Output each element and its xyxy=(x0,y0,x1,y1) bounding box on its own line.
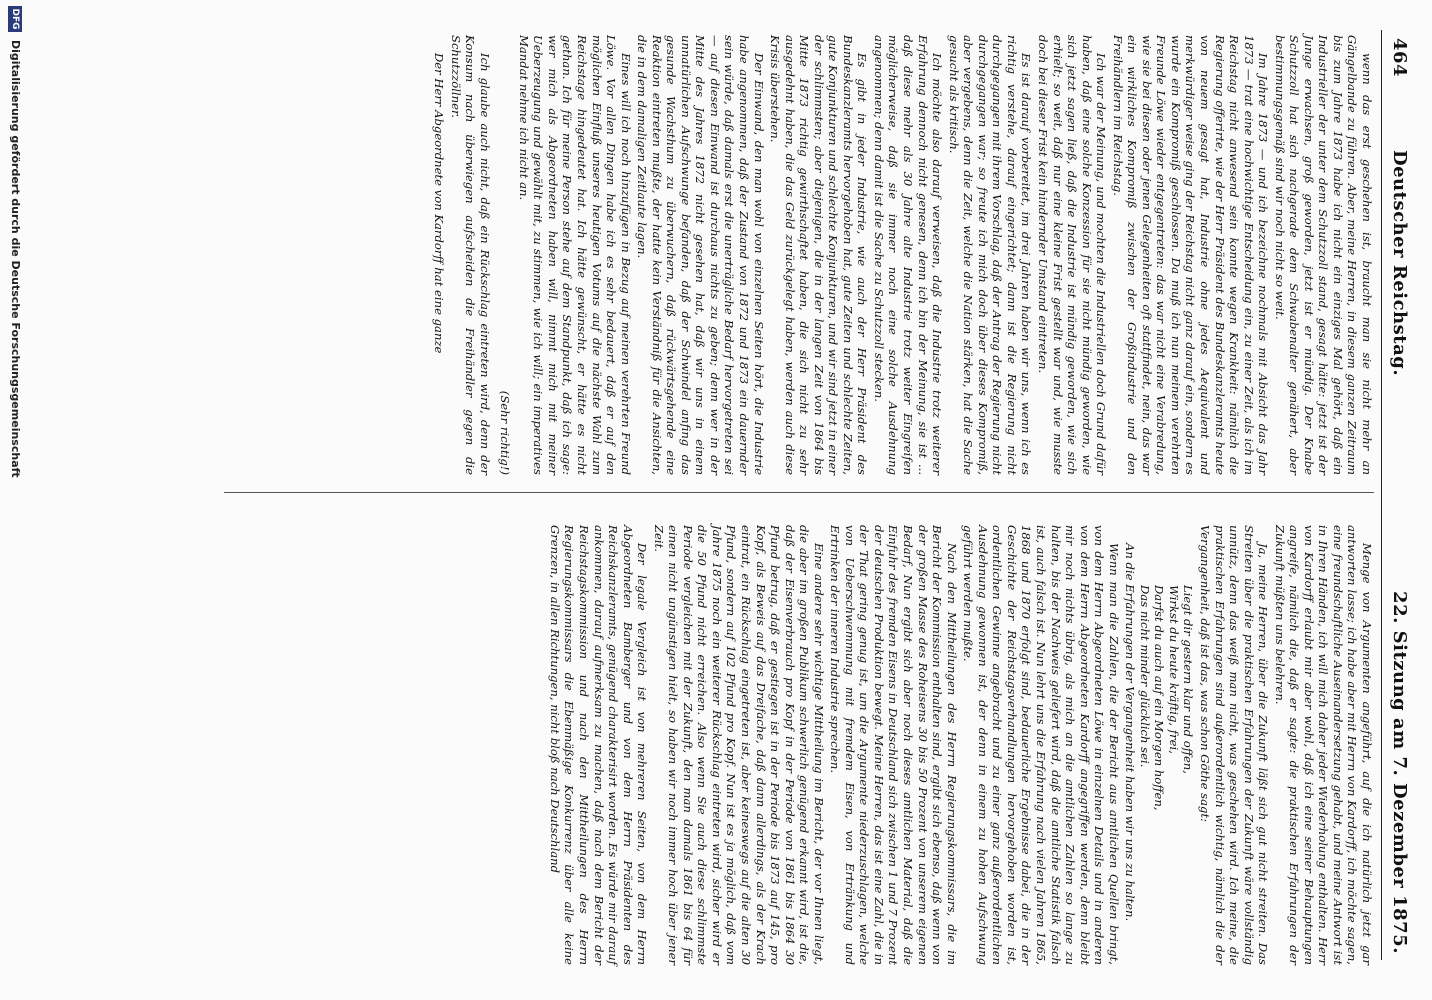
paragraph: Ich möchte also darauf verweisen, daß die Industrie trotz weiterer Erfahrung dennoch nicht genesen, denn ich bin der Meinung, sie ist ... daß diese mehr als 30 Jahre alte Industrie trotz weiter Eingreifen möglicherweise, daß sie immer noch eine solche Ausdehnung angenommen; denn damit ist die Sache zu Schutzzoll stecken. xyxy=(871,35,945,475)
paragraph: Der Einwand, den man wohl von einzelnen Seiten hört, die Industrie habe angenommen, daß der Zustand von 1872 und 1873 ein dauernder sein würde, daß damals erst die unerträgliche Bedarf hervorgetreten sei — auf diesen Einwand ist durchaus nichts zu geben; denn wer in der Mitte des Jahres 1872 nicht gesehen hat, daß wir uns in einem unnatürlichen Aufschwunge befanden, daß der Schwindel anfing das gesunde Wachsthum zu überwuchern, daß rückwärtsgehende eine Reaktion eintreten mußte, der hatte kein Verständniß für die Ansichten, die in dem damaligen Zeitlaute lagen. xyxy=(635,35,766,475)
paragraph: Menge von Argumenten angeführt, auf die ich natürlich jetzt gar antworten lasse; ich habe aber mit Herrn von Kardorff, ich möchte sagen, eine freundschaftliche Auseinandersetzung gehabt, und meine Antwort ist in Ihren Händen, ich will mich daher jeder Wiederholung enthalten. Herr von Kardorff erlaubt mir aber wohl, daß ich eine seiner Behauptungen angreife, nämlich die, daß er sagte: die praktischen Erfahrungen der Zukunft müßten uns belehren. xyxy=(1272,525,1374,965)
poem-line: Das nicht minder glücklich sei. xyxy=(1137,585,1152,768)
poem-line: Darfst du auch auf ein Morgen hoffen, xyxy=(1152,585,1167,811)
poem-line: Wirkst du heute kräftig, frei, xyxy=(1166,585,1181,754)
dfg-logo: DFG xyxy=(8,6,22,32)
paragraph: Der Herr Abgeordnete von Kardorff hat eine ganze xyxy=(432,53,447,354)
paragraph: An die Erfahrungen der Vergangenheit haben wir uns zu halten. xyxy=(1123,543,1138,922)
paragraph: Ich glaube auch nicht, daß ein Rückschlag eintreten wird, denn der Konsum nach überwiegen aufscheiden die Freihändler gegen die Schutzzöllner. xyxy=(448,35,492,475)
left-column xyxy=(430,35,1374,475)
paragraph: Eines will ich noch hinzufügen in Bezug auf meinen verehrten Freund Löwe. Vor allen Dingen habe ich es sehr bedauert, daß er auf den möglichen Einfluß unseres heutigen Votums auf die nächste Wahl zum Reichstage hingedeutet hat. Ich hätte gewünscht, er hätte es nicht gethan. Ich für meine Person stehe auf dem Standpunkt, daß ich sage: wer mich als Abgeordneten haben will, nimmt mich mit meiner Ueberzeugung und gewählt mit, zu stimmen, wie ich will; ein imperatives Mandat nehme ich nicht an. xyxy=(516,35,633,475)
column-divider xyxy=(224,492,1374,493)
paragraph: Wenn man die Zahlen, die der Bericht aus amtlichen Quellen bringt, von dem Herrn Abgeordneten Löwe in einzelnen Details und in anderen von dem Herrn Abgeordneten Kardorff angegriffen werden, denn bleibt mir noch nichts übrig, als mich an die amtlichen Zahlen so lange zu halten, bis der Nachweis geliefert wird, daß die amtliche Statistik falsch ist, auch falsch ist. Nun lehrt uns die Erfahrung nach vielen Jahren 1865, 1868 und 1870 erfolgt sind, bedauerliche Ergebnisse dabei, die in der Geschichte der Reichstagsverhandlungen hervorgehoben worden ist, ordentlichen Gewinne angebracht und zu einer ganz außerordentlichen Ausdehnung gewonnen ist, der denn in einem zu hohen Aufschwung geführt werden mußte. xyxy=(961,525,1121,965)
session-title: 22. Sitzung am 7. Dezember 1875. xyxy=(1389,591,1410,954)
poem-line: Liegt dir gestern klar und offen, xyxy=(1181,585,1196,774)
paragraph: Es gibt in jeder Industrie, wie auch der Herr Präsident des Bundeskanzleramts hervorgehoben hat, gute Zeiten und schlechte Zeiten, gute Konjunkturen und schlechte Konjunkturen, und wir sind jetzt in einer der schlimmsten; aber diejenigen, die in der langen Zeit von 1864 bis Mitte 1873 richtig gewirthschaftet haben, die sich nicht zu sehr ausgedehnt haben, die das Geld zurückgelegt haben, werden auch diese Krisis überstehen. xyxy=(768,35,870,475)
page-header xyxy=(1381,30,1412,960)
paragraph: Der legale Vergleich ist von mehreren Seiten, von dem Herrn Abgeordneten Bamberger und von dem Herrn Präsidenten des Reichskanzleramts, genügend charakterisirt worden. Es würde mir darauf ankommen, darauf aufmerksam zu machen, daß nach dem Bericht der Reichstagskommission und nach den Mittheilungen des Herrn Regierungskommissars die Ebenmäßige Konkurrenz über alle keine Grenzen, in allen Richtungen, nicht bloß nach Deutschland xyxy=(547,525,650,965)
page-number: 464 xyxy=(1389,38,1410,78)
paragraph: Im Jahre 1873 — und ich bezeichne nochmals mit Absicht das Jahr 1873 — trat eine hochwichtige Entscheidung ein, zu einer Zeit, als ich im Reichstag nicht anwesend sein konnte wegen Krankheit: nämlich die Regierung offerirte, wie der Herr Präsident des Bundeskanzleramts heute von neuem gesagt hat, Industrie ohne jedes Aequivalent und merkwürdiger weise ging der Reichstag nicht ganz darauf ein, sondern es wurde ein Kompromiß geschlossen. Da muß ich nun meinem verehrten Freunde Löwe wieder entgegentreten: das war nicht eine Verabredung, wie sie bei diesen oder jenen Gelegenheiten oft stattfindet, nein, das war ein wirkliches Kompromiß zwischen der Großindustrie und den Freihändlern im Reichstag. xyxy=(1110,35,1271,475)
interjection: (Sehr richtig!) xyxy=(498,390,513,475)
page-title: Deutscher Reichstag. xyxy=(1389,150,1410,377)
paragraph: Ja, meine Herren, über die Zukunft läßt sich gut nicht streiten. Das Streiten über die praktischen Erfahrungen der Zukunft wäre vollständig unnütz, denn das weiß man nicht, was geschehen wird. Ich meine, die praktischen Erfahrungen sind außerordentlich wichtig, nämlich die der Vergangenheit, daß ist das, was schon Göthe sagt: xyxy=(1197,525,1271,965)
paragraph: wenn das erst geschehen ist, braucht man sie nicht mehr an Gängelbande zu führen. Aber, meine Herren, in diesem ganzen Zeitraum bis zum Jahre 1873 habe ich nicht ein einziges Mal gehört, daß ein Industrieller der unter dem Schutzzoll stand, gesagt hätte: jetzt ist der Junge erwachsen, groß geworden, jetzt ist er mündig. Der Knabe Schutzzoll hat sich nachgerade dem Schwabenalter genähert, aber bestimmungsgemäß sind wir noch nicht so weit. xyxy=(1272,35,1374,475)
paragraph: Es ist darauf vorbereitet, im drei Jahren haben wir uns, wenn ich es richtig verstehe, darauf eingerichtet; dann ist die Regierung nicht durchgegangen mit ihrem Vorschlag, daß der Antrag der Regierung nicht durchgegangen war; so freute ich mich doch über dieses Kompromiß, aber vergebens, denn die Zeit, welche die Nation stärken, hat die Sache gesucht als kritisch. xyxy=(946,35,1034,475)
paragraph: Nach den Mittheilungen des Herrn Regierungskommissars, die im Bericht der Kommission enthalten sind, ergibt sich ebenso, daß wenn von der großen Masse des Roheisens 30 bis 50 Prozent von unserem eigenen Bedarf, Nun ergibt sich aber noch dieses amtlichen Material, daß die Einfuhr des fremden Eisens in Deutschland sich zwischen 1 und 7 Prozent der deutschen Produktion bewegt. Meine Herren, das ist eine Zahl, die in der That gering genug ist, um die Argumente niederzuschlagen, welche von Ueberschwemmung mit fremdem Eisen, von Ertränkung und Ertrinken der inneren Industrie sprechen. xyxy=(828,525,959,965)
paragraph: Eine andere sehr wichtige Mittheilung im Bericht, der vor Ihnen liegt, die aber im großen Publikum schwerlich genügend erkannt wird, ist die, daß der Eisenverbrauch pro Kopf in der Periode von 1861 bis 1864 30 Pfund betrug, daß er gestiegen ist in der Periode bis 1873 auf 145, pro Kopf, als Beweis auf das Dreifache, daß dann allerdings, als der Krach eintrat, ein Rückschlag eingetreten ist, aber keineswegs auf die alten 30 Pfund, sondern auf 102 Pfund pro Kopf. Nun ist es ja möglich, daß vom Jahre 1875 noch ein weiterer Rückschlag eintreten wird, sicher wird er die 50 Pfund nicht erreichen. Also wenn Sie auch diese schlimmste Periode vergleichen mit der Zukunft, den man damals 1861 bis 64 für einen nicht ungünstigen hielt, so haben wir noch immer hoch über jener Zeit. xyxy=(651,525,826,965)
page-footer xyxy=(4,0,24,1000)
paragraph: Ich war der Meinung, und mochten die Industriellen doch Grund dafür haben, daß eine solche Konzession für sie nicht mündig geworden, wie sich jetzt sagen ließ, daß die Industrie ist mündig geworden, wie sich erhielt; so weit, daß nur eine kleine Frist gestellt war und, wie musste doch bei dieser Frist kein hindernder Umstand eintreten. xyxy=(1035,35,1109,475)
right-column xyxy=(545,525,1374,965)
funding-credit: Digitalisierung gefördert durch die Deutsche Forschungsgemeinschaft xyxy=(9,40,22,478)
